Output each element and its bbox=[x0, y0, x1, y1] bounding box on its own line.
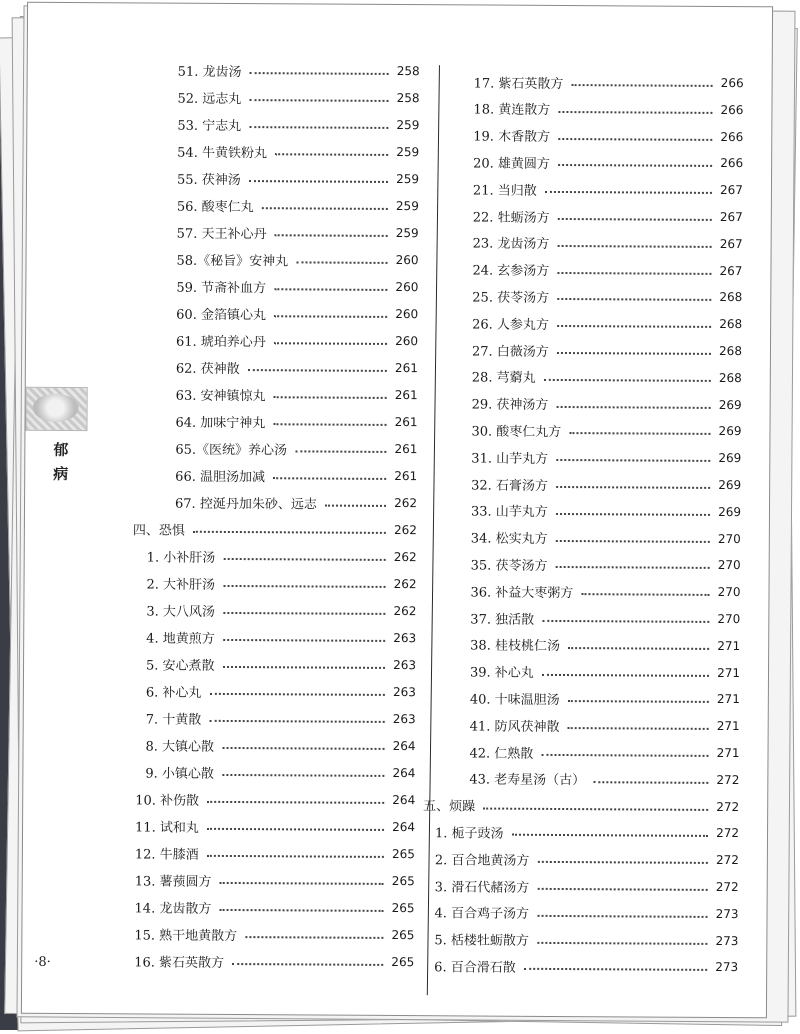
toc-entry[interactable] bbox=[176, 357, 418, 378]
toc-entry-page: 261 bbox=[394, 387, 418, 403]
toc-entry[interactable] bbox=[146, 626, 416, 648]
toc-leader-dots bbox=[207, 855, 384, 858]
toc-entry-page: 261 bbox=[394, 441, 418, 457]
toc-entry-title: 32. 石膏汤方 bbox=[471, 477, 549, 494]
toc-entry-page: 268 bbox=[719, 343, 743, 359]
toc-entry-page: 271 bbox=[716, 745, 740, 761]
toc-entry-page: 263 bbox=[393, 630, 417, 646]
toc-entry-page: 258 bbox=[396, 90, 420, 106]
toc-entry-title: 61. 琥珀养心丹 bbox=[175, 334, 266, 350]
chapter-tab-ornament bbox=[25, 387, 87, 431]
toc-entry[interactable] bbox=[473, 232, 743, 254]
toc-leader-dots bbox=[274, 315, 387, 318]
toc-entry-title: 28. 芎藭丸 bbox=[471, 370, 536, 387]
toc-entry-page: 272 bbox=[716, 772, 740, 787]
toc-leader-dots bbox=[249, 99, 388, 102]
toc-entry[interactable] bbox=[471, 473, 741, 495]
toc-entry-title: 39. 补心丸 bbox=[469, 665, 534, 681]
toc-entry-title: 25. 茯苓汤方 bbox=[472, 290, 550, 306]
toc-leader-dots bbox=[558, 138, 712, 141]
toc-entry-title: 12. 牛膝酒 bbox=[134, 846, 199, 863]
toc-entry-title: 60. 金箔镇心丸 bbox=[176, 307, 267, 323]
toc-leader-dots bbox=[483, 807, 708, 810]
toc-entry[interactable] bbox=[177, 195, 419, 216]
toc-entry[interactable] bbox=[176, 249, 418, 270]
toc-entry[interactable] bbox=[473, 205, 743, 227]
toc-entry-title: 10. 补伤散 bbox=[135, 792, 200, 809]
toc-leader-dots bbox=[556, 486, 710, 489]
toc-entry-title: 14. 龙齿散方 bbox=[134, 900, 212, 917]
toc-leader-dots bbox=[558, 111, 712, 114]
toc-entry[interactable] bbox=[135, 788, 415, 810]
toc-entry-title: 五、烦躁 bbox=[423, 799, 476, 815]
toc-entry-title: 56. 酸枣仁丸 bbox=[176, 199, 254, 215]
toc-entry-title: 54. 牛黄铁粉丸 bbox=[177, 145, 268, 161]
toc-entry-title: 42. 仁熟散 bbox=[469, 745, 534, 762]
toc-leader-dots bbox=[541, 754, 708, 757]
toc-leader-dots bbox=[222, 774, 385, 777]
toc-entry-page: 269 bbox=[718, 424, 742, 439]
toc-entry[interactable] bbox=[134, 923, 414, 945]
toc-entry-page: 266 bbox=[720, 129, 744, 144]
toc-entry[interactable] bbox=[146, 572, 416, 594]
toc-leader-dots bbox=[557, 352, 711, 355]
toc-leader-dots bbox=[556, 459, 710, 462]
toc-entry[interactable] bbox=[470, 715, 740, 737]
toc-entry-title: 7. 十黄散 bbox=[145, 711, 202, 728]
toc-entry-title: 62. 茯神散 bbox=[175, 361, 240, 377]
toc-entry[interactable] bbox=[175, 492, 417, 513]
toc-entry[interactable] bbox=[176, 303, 418, 324]
toc-entry-title: 23. 龙齿汤方 bbox=[472, 236, 550, 253]
toc-entry[interactable] bbox=[472, 313, 742, 335]
toc-entry-title: 20. 雄黄圆方 bbox=[473, 156, 550, 172]
toc-entry-page: 270 bbox=[717, 611, 741, 627]
toc-leader-dots bbox=[581, 593, 709, 596]
toc-entry[interactable] bbox=[146, 734, 416, 756]
toc-entry[interactable] bbox=[471, 500, 741, 522]
toc-entry-page: 269 bbox=[718, 477, 742, 493]
toc-leader-dots bbox=[556, 406, 710, 409]
toc-entry-title: 30. 酸枣仁丸方 bbox=[471, 424, 562, 440]
toc-leader-dots bbox=[557, 325, 711, 328]
toc-entry-title: 36. 补益大枣粥方 bbox=[470, 585, 574, 601]
toc-entry-page: 262 bbox=[393, 549, 417, 565]
toc-entry-title: 9. 小镇心散 bbox=[145, 765, 214, 782]
toc-entry-page: 270 bbox=[717, 558, 741, 573]
toc-entry[interactable] bbox=[472, 339, 742, 361]
toc-entry[interactable] bbox=[175, 465, 417, 486]
toc-entry-page: 265 bbox=[391, 846, 415, 862]
toc-entry[interactable] bbox=[135, 842, 415, 864]
toc-leader-dots bbox=[542, 673, 709, 676]
toc-entry-title: 22. 牡蛎汤方 bbox=[472, 209, 550, 226]
toc-leader-dots bbox=[273, 396, 386, 399]
toc-entry[interactable] bbox=[434, 929, 738, 951]
toc-entry-title: 2. 百合地黄汤方 bbox=[434, 852, 530, 869]
toc-leader-dots bbox=[249, 72, 388, 75]
toc-entry-title: 34. 松实丸方 bbox=[470, 531, 548, 548]
toc-entry-title: 5. 安心煮散 bbox=[145, 657, 215, 674]
toc-entry[interactable] bbox=[470, 634, 740, 656]
toc-page bbox=[21, 2, 773, 1019]
toc-entry[interactable] bbox=[473, 152, 743, 174]
toc-entry-page: 265 bbox=[391, 927, 415, 943]
toc-leader-dots bbox=[275, 153, 388, 156]
toc-entry-title: 8. 大镇心散 bbox=[145, 738, 215, 755]
toc-entry-title: 31. 山芋丸方 bbox=[471, 451, 549, 467]
toc-leader-dots bbox=[556, 540, 710, 543]
toc-entry[interactable] bbox=[470, 607, 740, 629]
toc-entry-page: 260 bbox=[395, 333, 419, 349]
toc-entry[interactable] bbox=[471, 420, 741, 442]
toc-entry-page: 265 bbox=[391, 873, 415, 889]
toc-leader-dots bbox=[262, 207, 388, 210]
toc-leader-dots bbox=[222, 747, 385, 750]
toc-entry-title: 17. 紫石英散方 bbox=[473, 75, 564, 92]
toc-entry-title: 1. 小补肝汤 bbox=[146, 549, 216, 566]
toc-leader-dots bbox=[558, 218, 712, 221]
toc-leader-dots bbox=[207, 801, 384, 804]
toc-entry-title: 40. 十味温胆汤 bbox=[469, 692, 560, 708]
toc-entry-title: 1. 栀子豉汤 bbox=[434, 826, 504, 842]
toc-entry-title: 21. 当归散 bbox=[472, 183, 537, 199]
toc-entry-page: 265 bbox=[391, 954, 415, 970]
toc-entry-page: 267 bbox=[719, 209, 743, 225]
toc-leader-dots bbox=[209, 693, 385, 696]
toc-leader-dots bbox=[220, 882, 384, 885]
toc-entry-title: 4. 地黄煎方 bbox=[146, 630, 215, 647]
toc-leader-dots bbox=[537, 861, 708, 864]
toc-entry-page: 258 bbox=[396, 63, 420, 79]
toc-entry-page: 263 bbox=[392, 711, 416, 727]
toc-entry-page: 265 bbox=[391, 900, 415, 916]
toc-entry-page: 267 bbox=[720, 183, 744, 198]
toc-entry-title: 3. 滑石代赭汤方 bbox=[434, 879, 530, 896]
toc-entry-page: 271 bbox=[717, 638, 741, 653]
toc-entry-title: 52. 远志丸 bbox=[177, 91, 242, 107]
toc-entry[interactable] bbox=[135, 815, 415, 837]
toc-entry-title: 26. 人参丸方 bbox=[472, 317, 549, 333]
toc-entry[interactable] bbox=[177, 87, 419, 108]
toc-entry-title: 四、恐惧 bbox=[132, 522, 185, 539]
toc-entry-title: 29. 茯神汤方 bbox=[471, 397, 549, 414]
toc-leader-dots bbox=[295, 450, 386, 453]
toc-entry-title: 3. 大八风汤 bbox=[146, 603, 215, 620]
toc-entry-title: 19. 木香散方 bbox=[473, 129, 551, 146]
toc-entry[interactable] bbox=[145, 761, 415, 783]
toc-entry-page: 269 bbox=[718, 504, 742, 519]
toc-entry[interactable] bbox=[471, 447, 741, 469]
toc-leader-dots bbox=[593, 781, 708, 784]
toc-leader-dots bbox=[219, 909, 383, 912]
toc-entry[interactable] bbox=[435, 822, 739, 844]
toc-entry-page: 260 bbox=[395, 252, 419, 268]
toc-entry-title: 16. 紫石英散方 bbox=[134, 954, 225, 971]
toc-entry-title: 53. 宁志丸 bbox=[177, 118, 242, 134]
toc-entry-title: 67. 控涎丹加朱砂、远志 bbox=[174, 496, 317, 513]
toc-leader-dots bbox=[273, 477, 386, 480]
toc-leader-dots bbox=[248, 369, 387, 372]
toc-entry-page: 262 bbox=[394, 495, 418, 511]
toc-leader-dots bbox=[193, 531, 386, 534]
toc-leader-dots bbox=[524, 968, 708, 971]
toc-entry[interactable] bbox=[133, 518, 417, 540]
toc-entry-page: 259 bbox=[395, 198, 419, 214]
toc-entry-title: 27. 白薇汤方 bbox=[471, 343, 549, 360]
toc-entry[interactable] bbox=[135, 869, 415, 891]
toc-leader-dots bbox=[557, 298, 711, 301]
toc-entry-title: 51. 龙齿汤 bbox=[177, 64, 242, 80]
toc-entry-title: 63. 安神镇惊丸 bbox=[175, 388, 266, 404]
toc-entry-title: 24. 玄参汤方 bbox=[472, 263, 550, 280]
toc-entry[interactable] bbox=[471, 554, 741, 576]
toc-leader-dots bbox=[571, 84, 712, 87]
toc-leader-dots bbox=[223, 639, 386, 642]
toc-leader-dots bbox=[223, 612, 386, 615]
toc-entry-page: 270 bbox=[717, 585, 741, 600]
toc-entry[interactable] bbox=[176, 384, 418, 405]
toc-entry-title: 35. 茯苓汤方 bbox=[470, 558, 548, 574]
toc-entry-page: 264 bbox=[392, 792, 416, 808]
toc-leader-dots bbox=[245, 936, 383, 939]
toc-entry-page: 267 bbox=[719, 236, 743, 251]
toc-entry-page: 263 bbox=[392, 684, 416, 700]
toc-leader-dots bbox=[223, 666, 386, 669]
toc-entry-page: 273 bbox=[715, 933, 739, 948]
toc-leader-dots bbox=[558, 164, 712, 167]
toc-entry[interactable] bbox=[470, 688, 740, 710]
toc-leader-dots bbox=[545, 191, 712, 194]
toc-entry-page: 264 bbox=[392, 819, 416, 835]
toc-leader-dots bbox=[537, 915, 708, 918]
toc-entry[interactable] bbox=[470, 581, 740, 603]
toc-entry[interactable] bbox=[176, 276, 418, 297]
toc-entry[interactable] bbox=[176, 330, 418, 351]
toc-leader-dots bbox=[207, 828, 384, 831]
toc-entry-title: 2. 大补肝汤 bbox=[146, 576, 216, 593]
toc-entry[interactable] bbox=[177, 222, 419, 243]
toc-leader-dots bbox=[568, 700, 709, 703]
toc-entry-page: 262 bbox=[393, 576, 417, 592]
toc-entry-title: 33. 山芋丸方 bbox=[470, 504, 548, 521]
toc-leader-dots bbox=[544, 379, 711, 382]
toc-entry[interactable] bbox=[146, 599, 416, 621]
toc-entry-page: 264 bbox=[392, 765, 416, 781]
toc-entry[interactable] bbox=[435, 875, 739, 897]
toc-entry-title: 66. 温胆汤加减 bbox=[175, 469, 266, 485]
toc-entry-title: 5. 栝楼牡蛎散方 bbox=[434, 933, 529, 949]
toc-leader-dots bbox=[569, 432, 710, 435]
toc-entry-title: 57. 天王补心丹 bbox=[176, 226, 267, 242]
toc-entry-page: 272 bbox=[716, 799, 740, 814]
toc-entry-page: 268 bbox=[718, 370, 742, 385]
toc-entry-title: 41. 防风茯神散 bbox=[469, 719, 560, 735]
toc-entry-page: 262 bbox=[393, 522, 417, 538]
toc-entry-page: 272 bbox=[715, 853, 739, 868]
toc-entry-page: 259 bbox=[395, 225, 419, 241]
toc-leader-dots bbox=[249, 126, 388, 129]
toc-entry[interactable] bbox=[472, 286, 742, 308]
toc-entry-title: 4. 百合鸡子汤方 bbox=[434, 906, 530, 923]
toc-entry[interactable] bbox=[474, 71, 744, 93]
toc-entry-title: 64. 加味宁神丸 bbox=[175, 415, 266, 431]
toc-entry-title: 13. 薯蓣圆方 bbox=[134, 873, 212, 890]
toc-entry[interactable] bbox=[434, 956, 738, 978]
toc-entry[interactable] bbox=[146, 653, 416, 675]
toc-entry-page: 273 bbox=[715, 960, 739, 975]
toc-entry-page: 264 bbox=[392, 738, 416, 754]
toc-leader-dots bbox=[274, 342, 387, 345]
toc-entry-page: 271 bbox=[717, 665, 741, 680]
toc-entry-page: 268 bbox=[719, 317, 743, 332]
toc-entry-page: 259 bbox=[396, 171, 420, 187]
toc-entry[interactable] bbox=[423, 795, 739, 817]
toc-leader-dots bbox=[567, 727, 708, 730]
toc-entry-page: 266 bbox=[720, 156, 744, 171]
toc-entry-page: 267 bbox=[719, 263, 743, 278]
toc-leader-dots bbox=[537, 888, 708, 891]
toc-entry[interactable] bbox=[473, 179, 743, 201]
toc-entry[interactable] bbox=[469, 741, 739, 763]
toc-leader-dots bbox=[274, 288, 387, 291]
toc-entry[interactable] bbox=[175, 411, 417, 432]
toc-entry-title: 59. 节斋补血方 bbox=[176, 280, 267, 296]
toc-entry-title: 38. 桂枝桃仁汤 bbox=[470, 638, 561, 655]
toc-entry[interactable] bbox=[473, 98, 743, 120]
toc-entry-title: 11. 试和丸 bbox=[135, 819, 199, 836]
toc-entry-page: 268 bbox=[719, 290, 743, 305]
toc-entry-title: 15. 熟干地黄散方 bbox=[134, 927, 238, 944]
toc-entry[interactable] bbox=[473, 125, 743, 147]
toc-entry-title: 58.《秘旨》安神丸 bbox=[176, 253, 289, 269]
toc-entry-title: 43. 老寿星汤（古） bbox=[469, 772, 586, 789]
toc-entry-page: 272 bbox=[715, 879, 739, 895]
page-number: ·8· bbox=[34, 954, 51, 970]
toc-leader-dots bbox=[223, 585, 386, 588]
toc-entry-page: 266 bbox=[720, 102, 744, 117]
toc-entry-page: 260 bbox=[395, 306, 419, 322]
toc-leader-dots bbox=[274, 234, 387, 237]
toc-entry[interactable] bbox=[472, 393, 742, 415]
toc-entry-page: 259 bbox=[396, 144, 420, 160]
toc-entry[interactable] bbox=[177, 168, 419, 189]
toc-entry[interactable] bbox=[178, 60, 420, 81]
toc-leader-dots bbox=[542, 620, 709, 623]
toc-entry-page: 263 bbox=[393, 657, 417, 673]
toc-entry-page: 270 bbox=[717, 531, 741, 546]
toc-entry-page: 269 bbox=[718, 397, 742, 412]
toc-entry-page: 261 bbox=[394, 414, 418, 430]
toc-leader-dots bbox=[209, 720, 385, 723]
toc-entry[interactable] bbox=[146, 680, 416, 702]
toc-entry[interactable] bbox=[435, 848, 739, 870]
toc-entry[interactable] bbox=[134, 950, 414, 972]
toc-entry-page: 269 bbox=[718, 451, 742, 466]
toc-leader-dots bbox=[296, 261, 387, 264]
toc-entry[interactable] bbox=[147, 545, 417, 567]
toc-leader-dots bbox=[556, 513, 710, 516]
toc-entry[interactable] bbox=[146, 707, 416, 729]
toc-entry[interactable] bbox=[472, 259, 742, 281]
toc-entry-page: 271 bbox=[716, 692, 740, 707]
toc-entry-page: 259 bbox=[396, 117, 420, 133]
toc-leader-dots bbox=[512, 834, 709, 837]
chapter-side-label-2: 病 bbox=[53, 464, 69, 483]
toc-entry-page: 271 bbox=[716, 719, 740, 734]
toc-entry-page: 273 bbox=[715, 906, 739, 921]
toc-entry[interactable] bbox=[471, 527, 741, 549]
toc-entry-page: 260 bbox=[395, 279, 419, 295]
toc-entry[interactable] bbox=[135, 896, 415, 918]
toc-leader-dots bbox=[557, 245, 711, 248]
toc-entry-title: 37. 独活散 bbox=[470, 611, 535, 628]
toc-entry-page: 262 bbox=[393, 603, 417, 619]
toc-entry-title: 55. 茯神汤 bbox=[176, 172, 241, 188]
toc-leader-dots bbox=[249, 180, 388, 183]
toc-entry-title: 65.《医统》养心汤 bbox=[175, 442, 288, 458]
toc-entry-title: 6. 百合滑石散 bbox=[434, 960, 516, 976]
toc-entry-page: 272 bbox=[716, 826, 740, 841]
toc-entry[interactable] bbox=[175, 438, 417, 459]
toc-leader-dots bbox=[232, 963, 383, 966]
toc-entry[interactable] bbox=[177, 114, 419, 135]
toc-entry-page: 266 bbox=[720, 75, 744, 91]
toc-leader-dots bbox=[537, 941, 708, 944]
toc-leader-dots bbox=[568, 647, 709, 650]
toc-entry[interactable] bbox=[177, 141, 419, 162]
ornament-pattern bbox=[33, 394, 79, 422]
toc-leader-dots bbox=[557, 272, 711, 275]
toc-leader-dots bbox=[555, 566, 709, 569]
chapter-side-label-1: 郁 bbox=[53, 440, 69, 459]
toc-entry-title: 6. 补心丸 bbox=[145, 684, 202, 701]
toc-entry[interactable] bbox=[434, 902, 738, 924]
toc-entry-page: 261 bbox=[394, 360, 418, 376]
toc-entry[interactable] bbox=[472, 366, 742, 388]
toc-leader-dots bbox=[325, 505, 386, 507]
toc-leader-dots bbox=[273, 423, 386, 426]
toc-entry[interactable] bbox=[469, 768, 739, 790]
toc-entry-title: 18. 黄连散方 bbox=[473, 102, 551, 119]
toc-entry[interactable] bbox=[470, 661, 740, 683]
toc-leader-dots bbox=[223, 558, 386, 561]
toc-entry-page: 261 bbox=[394, 468, 418, 484]
